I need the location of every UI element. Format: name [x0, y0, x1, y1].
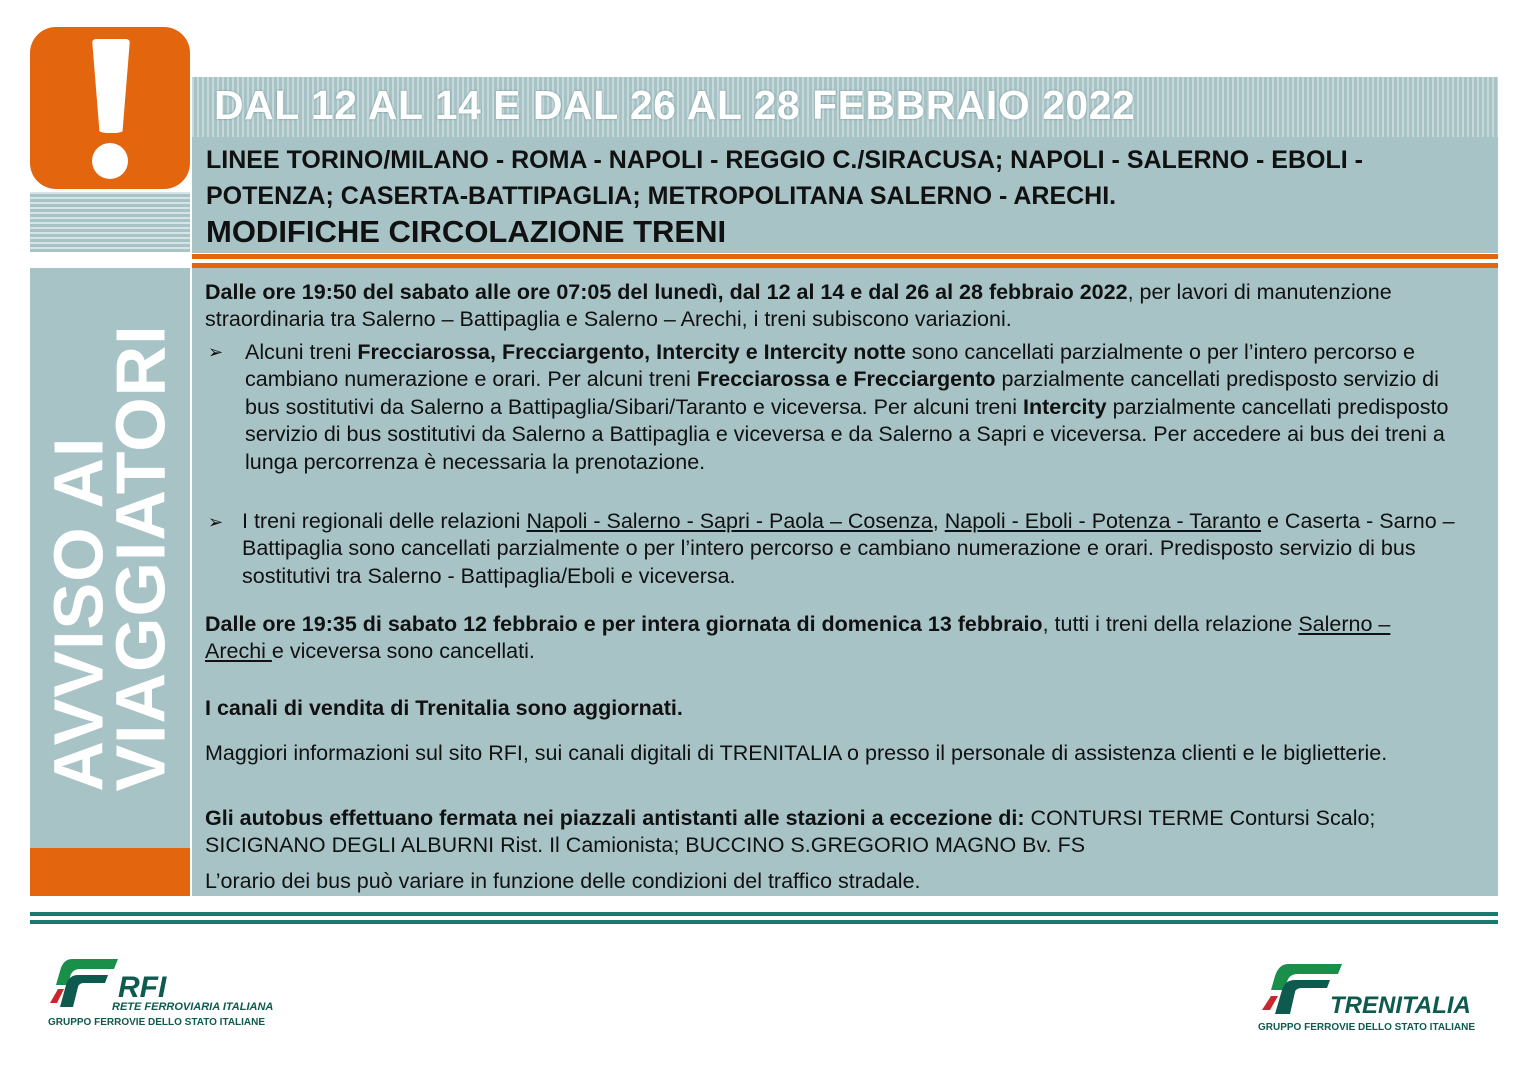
trenitalia-name: TRENITALIA: [1330, 992, 1471, 1019]
paragraph-arechi: [205, 611, 1445, 665]
bullet-long-distance: [245, 339, 1475, 476]
sales-channels-note: I canali di vendita di Trenitalia sono aggiornati.: [205, 696, 683, 720]
footer-line: [30, 920, 1498, 924]
date-title: DAL 12 AL 14 E DAL 26 AL 28 FEBBRAIO 2022: [214, 82, 1136, 128]
bus-stops-intro: Gli autobus effettuano fermata nei piazzali antistanti alle stazioni a eccezione di:: [205, 806, 1025, 830]
text: , tutti i treni della relazione: [1042, 612, 1299, 636]
affected-lines: LINEE TORINO/MILANO - ROMA - NAPOLI - REGGIO C./SIRACUSA; NAPOLI - SALERNO - EBOLI - POTENZA; CASERTA-BATTIPAGLIA; METROPOLITANA SALERNO - ARECHI.: [206, 146, 1363, 210]
bus-stops-list: CONTURSI TERME Contursi Scalo; SICIGNANO DEGLI ALBURNI Rist. Il Camionista; BUCCINO S.GREGORIO MAGNO Bv. FS: [205, 806, 1376, 857]
exclamation-dot: [92, 143, 128, 179]
text: ,: [932, 509, 945, 533]
bus-schedule-note: L’orario dei bus può variare in funzione delle condizioni del traffico stradale.: [205, 869, 921, 893]
train-types: Frecciarossa, Frecciargento, Intercity e Intercity notte: [357, 340, 906, 364]
info-paragraph: Maggiori informazioni sul sito RFI, sui canali digitali di TRENITALIA o presso il personale di assistenza clienti e le biglietterie.: [205, 741, 1388, 765]
text: e Caserta - Sarno – Battipaglia sono cancellati parzialmente o per l’intero percorso e cambiano numerazione e orari. Predisposto servizio di bus sostitutivi tra Salerno - Battipaglia/Eboli e viceversa.: [242, 509, 1455, 588]
trenitalia-logo: [1256, 960, 1496, 1040]
footer-line: [30, 912, 1498, 916]
bullet-regional: [242, 508, 1472, 590]
rfi-logo: [48, 955, 308, 1035]
bullet-arrow-icon: ➢: [208, 342, 224, 362]
vertical-title-line1: AVVISO AI: [40, 436, 118, 792]
route-name: Salerno – Arechi: [205, 612, 1391, 663]
paragraph-works: [205, 279, 1485, 333]
arechi-dates: Dalle ore 19:35 di sabato 12 febbraio e per intera giornata di domenica 13 febbraio: [205, 612, 1043, 636]
route-name: Napoli - Eboli - Potenza - Taranto: [944, 509, 1262, 533]
vertical-title: [30, 268, 190, 848]
route-name: Napoli - Salerno - Sapri - Paola – Cosenza: [526, 509, 933, 533]
train-types: Intercity: [1023, 394, 1107, 419]
text: e viceversa sono cancellati.: [271, 639, 535, 663]
rfi-full-name: RETE FERROVIARIA ITALIANA: [112, 1001, 274, 1013]
left-orange-block: [30, 848, 190, 896]
text: I treni regionali delle relazioni: [242, 509, 527, 533]
works-description: , per lavori di manutenzione straordinaria tra Salerno – Battipaglia e Salerno – Arechi, i treni subiscono variazioni.: [205, 280, 1392, 331]
exclamation-bar: [92, 39, 130, 133]
subtitle: MODIFICHE CIRCOLAZIONE TRENI: [206, 214, 727, 249]
text: parzialmente cancellati predisposto servizio di bus sostitutivi da Salerno a Battipaglia e viceversa e da Salerno a Sapri e viceversa. Per accedere ai bus dei treni a lunga percorrenza è necessaria la prenotazione.: [245, 394, 1449, 474]
bus-stops-paragraph: [205, 805, 1445, 859]
vertical-title-line2: VIAGGIATORI: [102, 324, 180, 792]
warning-icon: [30, 27, 190, 189]
rfi-name: RFI: [118, 971, 167, 1004]
trenitalia-group: GRUPPO FERROVIE DELLO STATO ITALIANE: [1258, 1022, 1476, 1033]
left-gap: [30, 252, 190, 268]
bullet-arrow-icon: ➢: [208, 512, 224, 532]
text: parzialmente cancellati predisposto servizio di bus sostitutivi da Salerno a Battipaglia/Sibari/Taranto e viceversa. Per alcuni treni: [245, 367, 1439, 419]
left-striped-block: [30, 192, 190, 252]
text: Alcuni treni: [245, 340, 358, 364]
train-types: Frecciarossa e Frecciargento: [696, 367, 996, 392]
fs-mark-icon: [48, 955, 120, 1011]
works-dates: Dalle ore 19:50 del sabato alle ore 07:05 del lunedì, dal 12 al 14 e dal 26 al 28 febbraio 2022: [205, 280, 1128, 304]
text: sono cancellati parzialmente o per l’intero percorso e cambiano numerazione e orari. Per alcuni treni: [245, 340, 1415, 392]
rfi-group: GRUPPO FERROVIE DELLO STATO ITALIANE: [48, 1017, 266, 1028]
